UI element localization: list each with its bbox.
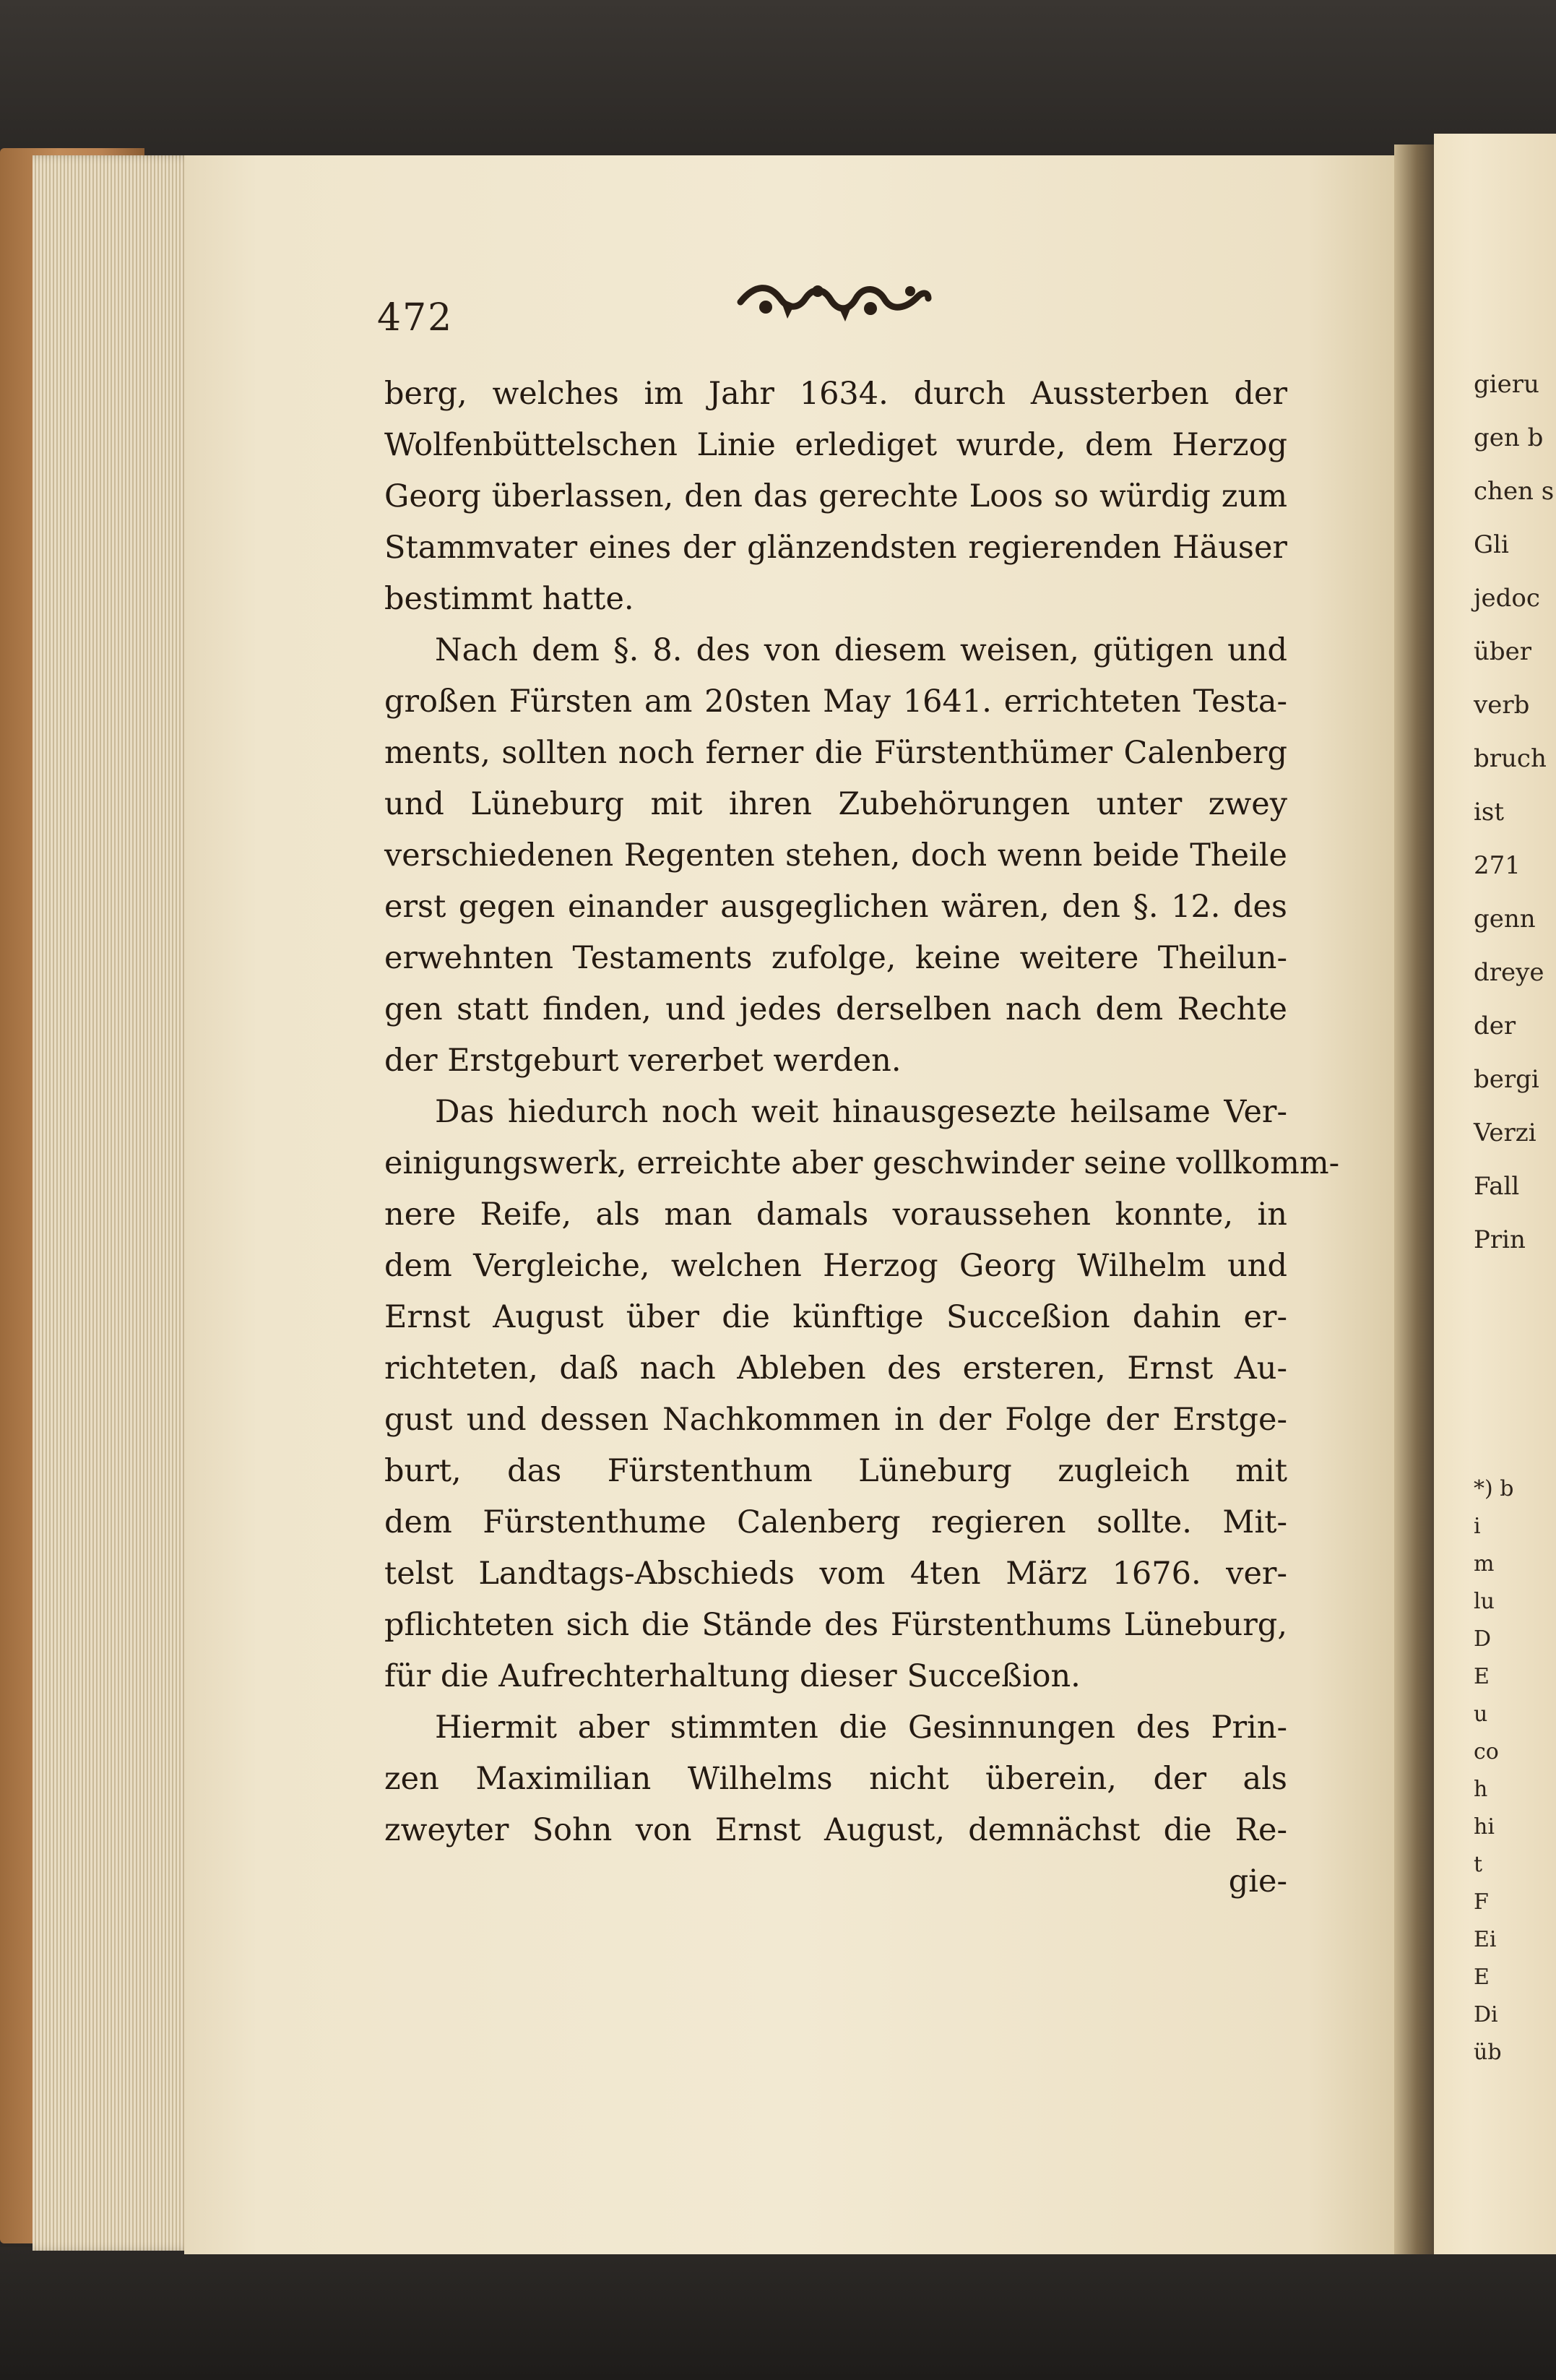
facing-page-footnote-fragment: Ei bbox=[1474, 1927, 1497, 1952]
facing-page-main-fragments bbox=[1474, 358, 1556, 1267]
text-line: Wolfenbüttelschen Linie erlediget wurde, dem Herzog bbox=[384, 427, 1287, 463]
facing-page-footnote-fragment: D bbox=[1474, 1626, 1492, 1652]
text-line: gust und dessen Nachkommen in der Folge der Erstge- bbox=[384, 1402, 1287, 1438]
facing-page-fragment: verb bbox=[1474, 691, 1530, 720]
facing-page-fragment: Fall bbox=[1474, 1172, 1520, 1201]
facing-page-fragment: dreye bbox=[1474, 958, 1544, 987]
text-line: bestimmt hatte. bbox=[384, 581, 634, 617]
facing-page-fragment: Prin bbox=[1474, 1225, 1526, 1254]
facing-page-footnote-fragments bbox=[1474, 1470, 1556, 2071]
facing-page-fragment: ist bbox=[1474, 798, 1504, 827]
text-line: dem Fürstenthume Calenberg regieren sollte. Mit- bbox=[384, 1504, 1287, 1540]
page-block-edges bbox=[33, 155, 195, 2251]
text-line: und Lüneburg mit ihren Zubehörungen unter zwey bbox=[384, 786, 1287, 822]
text-line: der Erstgeburt vererbet werden. bbox=[384, 1043, 902, 1079]
facing-page-footnote-fragment: h bbox=[1474, 1777, 1488, 1802]
text-line: großen Fürsten am 20sten May 1641. errichteten Testa- bbox=[384, 684, 1287, 720]
text-line: pflichteten sich die Stände des Fürstenthums Lüneburg, bbox=[384, 1607, 1287, 1643]
facing-page bbox=[1434, 134, 1556, 2254]
facing-page-footnote-fragment: t bbox=[1474, 1852, 1483, 1877]
text-line: Ernst August über die künftige Succeßion dahin er- bbox=[384, 1299, 1287, 1335]
text-line: erst gegen einander ausgeglichen wären, den §. 12. des bbox=[384, 889, 1287, 925]
text-line: Das hiedurch noch weit hinausgesezte heilsame Ver- bbox=[435, 1094, 1287, 1130]
facing-page-fragment: chen s bbox=[1474, 477, 1555, 506]
text-line: erwehnten Testaments zufolge, keine weitere Theilun- bbox=[384, 940, 1287, 976]
facing-page-footnote-fragment: i bbox=[1474, 1514, 1481, 1539]
text-line: ments, sollten noch ferner die Fürstenthümer Calenberg bbox=[384, 735, 1287, 771]
facing-page-footnote-fragment: Di bbox=[1474, 2002, 1498, 2027]
text-line: verschiedenen Regenten stehen, doch wenn beide Theile bbox=[384, 837, 1287, 874]
text-line: gen statt finden, und jedes derselben nach dem Rechte bbox=[384, 991, 1287, 1027]
facing-page-footnote-fragment: co bbox=[1474, 1739, 1499, 1764]
page-number: 472 bbox=[377, 296, 454, 340]
text-line: für die Aufrechterhaltung dieser Succeßion. bbox=[384, 1658, 1081, 1694]
printer-ornament-icon bbox=[737, 277, 932, 327]
facing-page-fragment: gen b bbox=[1474, 423, 1544, 452]
backdrop-top bbox=[0, 0, 1556, 159]
facing-page-fragment: jedoc bbox=[1474, 584, 1540, 613]
facing-page-footnote-fragment: lu bbox=[1474, 1589, 1495, 1614]
text-line: einigungswerk, erreichte aber geschwinder seine vollkomm- bbox=[384, 1145, 1340, 1181]
facing-page-fragment: über bbox=[1474, 637, 1532, 666]
facing-page-fragment: Verzi bbox=[1474, 1118, 1536, 1147]
catchword: gie- bbox=[1228, 1863, 1287, 1900]
text-line: berg, welches im Jahr 1634. durch Aussterben der bbox=[384, 376, 1287, 412]
facing-page-fragment: gieru bbox=[1474, 370, 1539, 399]
text-line: Georg überlassen, den das gerechte Loos so würdig zum bbox=[384, 478, 1287, 514]
facing-page-fragment: bruch bbox=[1474, 744, 1547, 773]
text-line: telst Landtags-Abschieds vom 4ten März 1676. ver- bbox=[384, 1556, 1287, 1592]
facing-page-footnote-fragment: m bbox=[1474, 1551, 1495, 1577]
facing-page-fragment: genn bbox=[1474, 905, 1536, 934]
text-line: zweyter Sohn von Ernst August, demnächst die Re- bbox=[384, 1812, 1287, 1848]
text-line: dem Vergleiche, welchen Herzog Georg Wilhelm und bbox=[384, 1248, 1287, 1284]
text-line: Nach dem §. 8. des von diesem weisen, gütigen und bbox=[435, 632, 1287, 668]
facing-page-fragment: der bbox=[1474, 1012, 1516, 1040]
facing-page-footnote-fragment: E bbox=[1474, 1965, 1490, 1990]
facing-page-footnote-fragment: *) b bbox=[1474, 1476, 1514, 1501]
text-line: burt, das Fürstenthum Lüneburg zugleich mit bbox=[384, 1453, 1287, 1489]
facing-page-fragment: Gli bbox=[1474, 530, 1509, 559]
facing-page-footnote-fragment: üb bbox=[1474, 2040, 1502, 2065]
facing-page-fragment: 271 bbox=[1474, 851, 1521, 880]
backdrop-bottom bbox=[0, 2247, 1556, 2380]
facing-page-footnote-fragment: u bbox=[1474, 1702, 1488, 1727]
facing-page-fragment: bergi bbox=[1474, 1065, 1539, 1094]
text-line: richteten, daß nach Ableben des ersteren, Ernst Au- bbox=[384, 1350, 1287, 1387]
text-line: zen Maximilian Wilhelms nicht überein, der als bbox=[384, 1761, 1287, 1797]
text-line: Stammvater eines der glänzendsten regierenden Häuser bbox=[384, 530, 1287, 566]
text-line: Hiermit aber stimmten die Gesinnungen des Prin- bbox=[435, 1709, 1287, 1746]
body-text bbox=[384, 368, 1340, 1907]
text-line: nere Reife, als man damals voraussehen konnte, in bbox=[384, 1197, 1287, 1233]
facing-page-footnote-fragment: E bbox=[1474, 1664, 1490, 1689]
facing-page-footnote-fragment: F bbox=[1474, 1889, 1489, 1915]
facing-page-footnote-fragment: hi bbox=[1474, 1814, 1495, 1840]
